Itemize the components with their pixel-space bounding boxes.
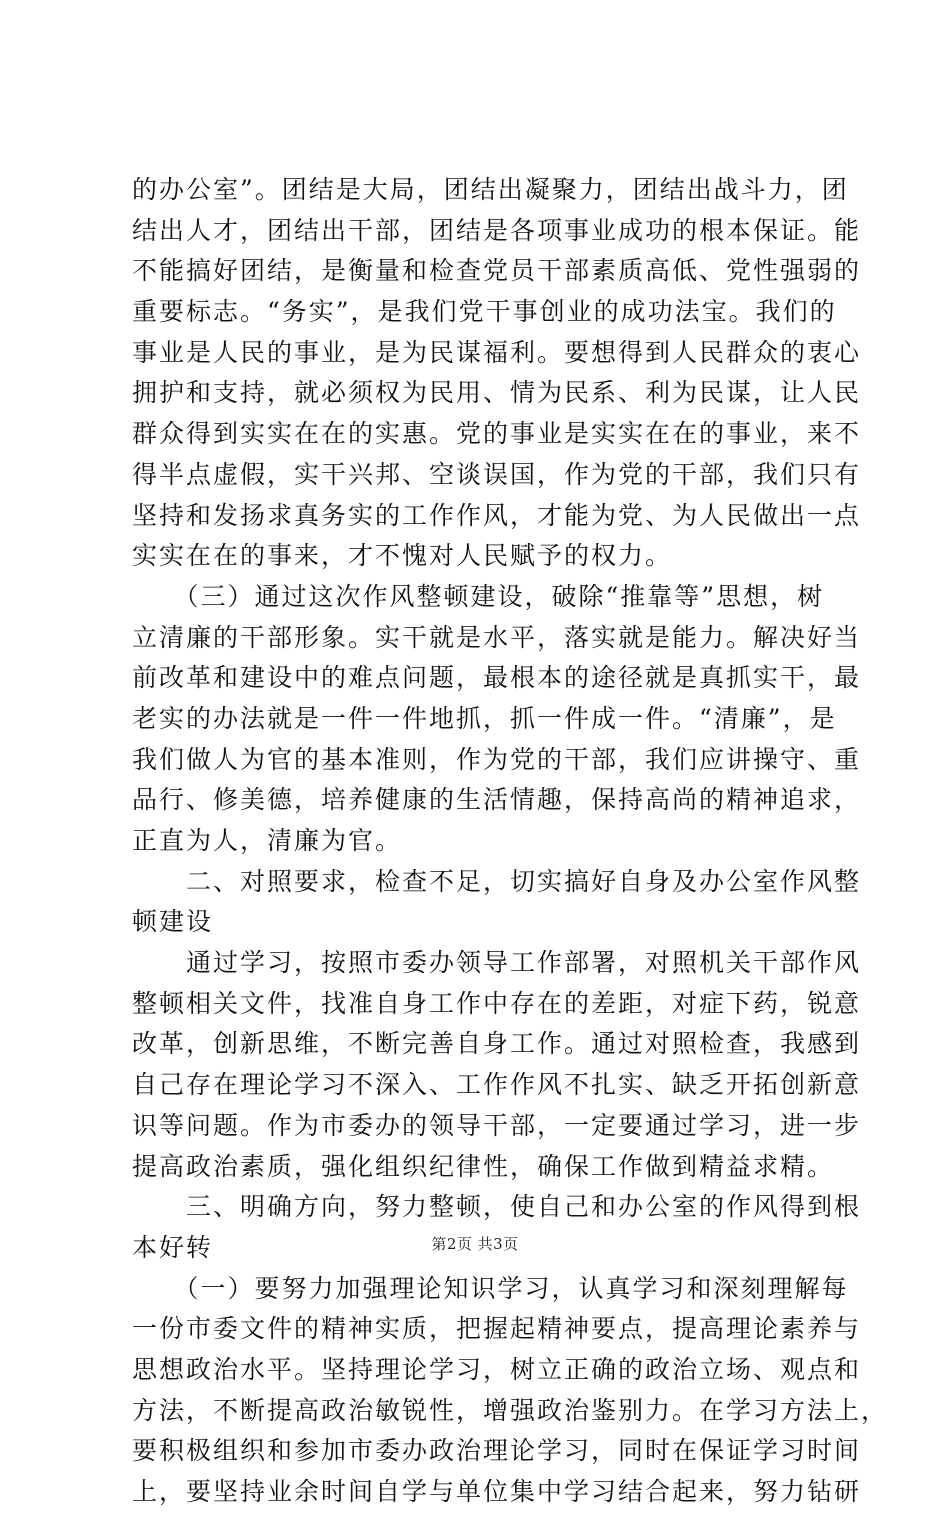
text-line: 结出人才，团结出干部，团结是各项事业成功的根本保证。能 <box>132 215 862 245</box>
page-number-footer: 第2页 共3页 <box>431 1235 519 1253</box>
text-line: 实实在在的事来，才不愧对人民赋予的权力。 <box>132 541 673 571</box>
text-line: 老实的办法就是一件一件地抓，抓一件成一件。“清廉”，是 <box>132 703 837 733</box>
text-line: 正直为人，清廉为官。 <box>132 826 403 855</box>
text-line: 不能搞好团结，是衡量和检查党员干部素质高低、党性强弱的 <box>132 256 862 286</box>
text-line: 改革，创新思维，不断完善自身工作。通过对照检查，我感到 <box>132 1029 862 1059</box>
text-line: 拥护和支持，就必须权为民用、情为民系、利为民谋，让人民 <box>132 378 862 408</box>
text-line: 坚持和发扬求真务实的工作作风，才能为党、为人民做出一点 <box>132 500 862 530</box>
text-line: 一份市委文件的精神实质，把握起精神要点，提高理论素养与 <box>132 1314 862 1344</box>
section-heading-line: （三）通过这次作风整顿建设，破除“推靠等”思想，树 <box>132 581 825 611</box>
text-line: 通过学习，按照市委办领导工作部署，对照机关干部作风 <box>132 948 862 978</box>
text-line: 品行、修美德，培养健康的生活情趣，保持高尚的精神追求， <box>132 785 862 815</box>
document-body <box>132 170 889 1513</box>
section-heading-line: 本好转 <box>132 1232 214 1262</box>
text-line: 自己存在理论学习不深入、工作作风不扎实、缺乏开拓创新意 <box>132 1070 862 1100</box>
text-line: 整顿相关文件，找准自身工作中存在的差距，对症下药，锐意 <box>132 988 862 1018</box>
section-heading-line: 三、明确方向，努力整顿，使自己和办公室的作风得到根 <box>132 1192 862 1222</box>
text-line: （一）要努力加强理论知识学习，认真学习和深刻理解每 <box>132 1273 849 1303</box>
text-line: 提高政治素质，强化组织纪律性，确保工作做到精益求精。 <box>132 1151 835 1181</box>
text-line: 得半点虚假，实干兴邦、空谈误国，作为党的干部，我们只有 <box>132 459 862 489</box>
text-line: 方法，不断提高政治敏锐性，增强政治鉴别力。在学习方法上， <box>132 1395 889 1425</box>
section-heading-line: 二、对照要求，检查不足，切实搞好自身及办公室作风整 <box>132 866 862 896</box>
text-line: 的办公室”。团结是大局，团结出凝聚力，团结出战斗力，团 <box>132 175 849 204</box>
text-line: 事业是人民的事业，是为民谋福利。要想得到人民群众的衷心 <box>132 337 862 367</box>
text-line: 思想政治水平。坚持理论学习，树立正确的政治立场、观点和 <box>132 1354 862 1384</box>
text-line: 群众得到实实在在的实惠。党的事业是实实在在的事业，来不 <box>132 419 862 449</box>
text-line: 重要标志。“务实”，是我们党干事创业的成功法宝。我们的 <box>132 297 837 327</box>
text-line: 我们做人为官的基本准则，作为党的干部，我们应讲操守、重 <box>132 744 862 774</box>
section-heading-line: 顿建设 <box>132 907 214 937</box>
text-line: 前改革和建设中的难点问题，最根本的途径就是真抓实干，最 <box>132 663 862 693</box>
text-line: 上，要坚持业余时间自学与单位集中学习结合起来，努力钻研 <box>132 1477 862 1506</box>
text-line: 立清廉的干部形象。实干就是水平，落实就是能力。解决好当 <box>132 622 862 652</box>
text-line: 要积极组织和参加市委办政治理论学习，同时在保证学习时间 <box>132 1436 862 1466</box>
text-line: 识等问题。作为市委办的领导干部，一定要通过学习，进一步 <box>132 1110 862 1140</box>
